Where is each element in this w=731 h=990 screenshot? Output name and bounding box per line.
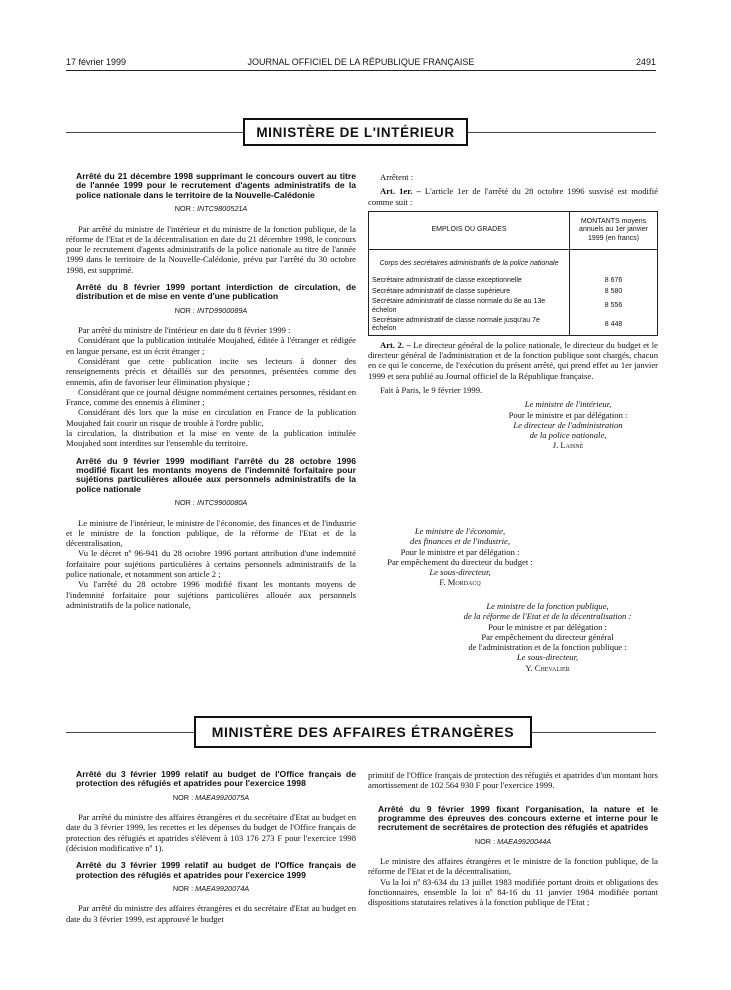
article-title: Arrêté du 9 février 1999 fixant l'organisation, la nature et le programme des épreuves des concours externe et interne pour le recrutement de secrétaires de protection des réfugiés et apatrides: [378, 803, 658, 833]
signature-interieur: Le ministre de l'intérieur, Pour le ministre et par délégation : Le directeur de l'administration de la police nationale, J. Laisné: [508, 399, 628, 451]
article-1: Art. 1er. – L'article 1er de l'arrêté du 28 octobre 1996 susvisé est modifié comme suit :: [368, 186, 658, 207]
nor-reference: NOR : MAEA9920075A: [172, 792, 250, 802]
paragraph: Par arrêté du ministre des affaires étrangères et du secrétaire d'Etat au budget en date du 3 février 1999, est approuvé le budget: [66, 903, 356, 924]
paragraph: Considérant que cette publication incite ses lecteurs à donner des renseignements précis et détaillés sur des personnes, présentées comme des ennemis, afin de favoriser leur élimination physique ;: [66, 356, 356, 387]
table-header-amounts: MONTANTS moyens annuels au 1er janvier 1999 (en francs): [570, 211, 658, 249]
header-page-number: 2491: [635, 57, 656, 67]
paragraph: Le ministre de l'intérieur, le ministre de l'économie, des finances et de l'industrie et le ministre de la fonction publique, de la réforme de l'Etat et de la décentralisation,: [66, 517, 356, 549]
arretent-line: Arrêtent :: [380, 172, 414, 182]
nor-reference: NOR : INTD9900089A: [174, 305, 248, 315]
paragraph: Par arrêté du ministre de l'intérieur et du ministre de la fonction publique, de la réforme de l'Etat et de la décentralisation en date du 21 décembre 1998, le concours pour le recrutement d'agents administratifs de la police nationale au titre de l'année 1999 dans le territoire de la Nouvelle-Calédonie, prévu par l'arrêté du 30 octobre 1998, est supprimé.: [66, 223, 356, 275]
header-rule: [66, 70, 656, 71]
paragraph: Par arrêté du ministre des affaires étrangères et du secrétaire d'Etat au budget en date du 3 février 1999, les recettes et les dépenses du budget de l'Office français de protection des réfugiés et apatrides s'élèvent à 103 176 273 F pour l'exercice 1998 (décision modificative nº 1).: [66, 812, 356, 853]
signature-economie: Le ministre de l'économie, des finances et de l'industrie, Pour le ministre et par délégation : Par empêchement du directeur du budget : Le sous-directeur, F. Mordacq: [387, 526, 533, 588]
header-journal-title: JOURNAL OFFICIEL DE LA RÉPUBLIQUE FRANÇAISE: [247, 57, 475, 67]
article-title: Arrêté du 3 février 1999 relatif au budget de l'Office français de protection des réfugiés et apatrides pour l'exercice 1999: [76, 860, 356, 880]
signature-fonction-publique: Le ministre de la fonction publique, de la réforme de l'Etat et de la décentralisation : Pour le ministre et par délégation : Par empêchement du directeur général de l'administration et de la fonction publique : Le sous-directeur, Y. Chevalier: [463, 601, 632, 673]
nor-reference: NOR : INTC9900080A: [174, 498, 248, 508]
table-row: Secrétaire administratif de classe normale du 8e au 13e échelon 8 556: [369, 297, 658, 316]
right-column-affaires: [368, 770, 658, 908]
section-heading-interieur: MINISTÈRE DE L'INTÉRIEUR: [243, 118, 468, 146]
paragraph: Par arrêté du ministre de l'intérieur en date du 8 février 1999 :: [78, 325, 291, 336]
paragraph: la circulation, la distribution et la mise en vente de la publication intitulée Moujahed sont interdites sur l'ensemble du territoire.: [66, 428, 356, 449]
header-date: 17 février 1999: [66, 57, 127, 67]
paragraph: primitif de l'Office français de protection des réfugiés et apatrides d'un montant hors amortissement de 102 564 930 F pour l'exercice 1999.: [368, 770, 658, 791]
nor-reference: NOR : MAEA9920044A: [474, 836, 552, 846]
table-row: Secrétaire administratif de classe normale jusqu'au 7e échelon 8 448: [369, 316, 658, 335]
left-column-affaires: [66, 770, 356, 924]
article-title: Arrêté du 21 décembre 1998 supprimant le concours ouvert au titre de l'année 1999 pour le recrutement d'agents administratifs de la police nationale dans le territoire de la Nouvelle-Calédonie: [76, 171, 356, 200]
paragraph: Vu le décret nº 96-941 du 28 octobre 1996 portant attribution d'une indemnité forfaitaire pour sujétions particulières à certains personnels administratifs de la police nationale, et notamment son article 2 ;: [66, 548, 356, 580]
fait-line: Fait à Paris, le 9 février 1999.: [380, 384, 483, 395]
right-column-interieur: [368, 172, 658, 451]
nor-reference: NOR : MAEA9920074A: [172, 884, 250, 894]
article-title: Arrêté du 8 février 1999 portant interdiction de circulation, de distribution et de mise en vente d'une publication: [76, 282, 356, 302]
nor-reference: NOR : INTC9800521A: [174, 204, 248, 214]
section-heading-affaires-etrangeres: MINISTÈRE DES AFFAIRES ÉTRANGÈRES: [194, 716, 532, 748]
paragraph: Considérant dès lors que la mise en circulation en France de la publication Moujahed fait courir un risque de trouble à l'ordre public,: [66, 407, 356, 428]
table-row: Secrétaire administratif de classe exceptionnelle 8 676: [369, 276, 658, 286]
article-title: Arrêté du 3 février 1999 relatif au budget de l'Office français de protection des réfugiés et apatrides pour l'exercice 1998: [76, 769, 356, 789]
article-2: Art. 2. – Le directeur général de la police nationale, le directeur du budget et le directeur général de l'administration et de la fonction publique sont chargés, chacun en ce qui le concerne, de l'exécution du présent arrêté, qui prend effet au 1er janvier 1999 et sera publié au Journal officiel de la République française.: [368, 339, 658, 381]
amounts-table: [368, 211, 658, 336]
article-title: Arrêté du 9 février 1999 modifiant l'arrêté du 28 octobre 1996 modifié fixant les montants moyens de l'indemnité forfaitaire pour sujétions particulières allouée aux personnels administratifs de la police nationale: [76, 455, 356, 494]
table-header-grades: EMPLOIS OU GRADES: [369, 211, 570, 249]
paragraph: Considérant que ce journal désigne nommément certaines personnes, résidant en France, comme des ennemis à éliminer ;: [66, 386, 356, 408]
paragraph: Vu la loi nº 83-634 du 13 juillet 1983 modifiée portant droits et obligations des fonctionnaires, ensemble la loi nº 84-16 du 11 janvier 1984 modifiée portant dispositions statutaires relatives à la fonction publique de l'Etat ;: [368, 876, 658, 908]
table-category: Corps des secrétaires administratifs de la police nationale: [369, 249, 570, 276]
table-row: Secrétaire administratif de classe supérieure 8 580: [369, 287, 658, 297]
paragraph: Vu l'arrêté du 28 octobre 1996 modifié fixant les montants moyens de l'indemnité forfaitaire pour sujétions particulières allouée aux personnels administratifs de la police nationale,: [66, 579, 356, 610]
paragraph: Considérant que la publication intitulée Moujahed, éditée à l'étranger et rédigée en langue persane, est un écrit étranger ;: [66, 335, 356, 356]
left-column-interieur: [66, 172, 356, 610]
paragraph: Le ministre des affaires étrangères et le ministre de la fonction publique, de la réforme de l'Etat et de la décentralisation,: [368, 856, 658, 877]
